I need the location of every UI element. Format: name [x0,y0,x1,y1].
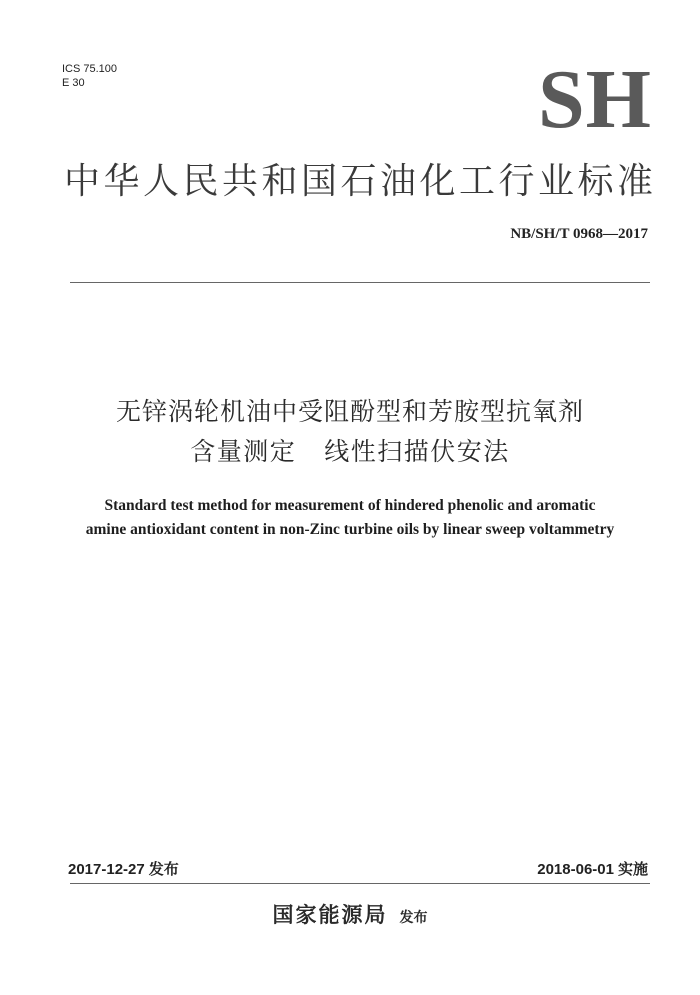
chinese-title-part-b: 线性扫描伏安法 [324,437,510,466]
english-title-line-1: Standard test method for measurement of hindered phenolic and aromatic [104,497,596,514]
issue-date-label: 发布 [148,861,179,878]
english-title-line-2: amine antioxidant content in non-Zinc turbine oils by linear sweep voltammetry [85,521,615,538]
issue-date-value: 2017-12-27 [68,861,145,878]
ccs-code: E 30 [62,77,85,89]
classification-codes [62,62,117,90]
standard-number: NB/SH/T 0968—2017 [510,226,648,242]
publisher-name: 国家能源局 [272,903,388,927]
chinese-title-line-2 [40,433,660,471]
chinese-title-line-1: 无锌涡轮机油中受阻酚型和芳胺型抗氧剂 [115,397,584,426]
publisher-label: 发布 [399,910,428,926]
ics-code: ICS 75.100 [62,63,118,75]
implementation-date-value: 2018-06-01 [537,861,614,878]
publisher [0,899,700,929]
bottom-divider [70,883,650,884]
implementation-date [537,858,648,879]
issue-date [68,858,179,879]
sh-logo: SH [537,53,652,146]
industry-standard-heading: 中华人民共和国石油化工行业标准 [64,161,657,202]
top-divider [70,282,650,283]
chinese-title-part-a: 含量测定 [190,437,297,466]
implementation-date-label: 实施 [617,861,648,878]
